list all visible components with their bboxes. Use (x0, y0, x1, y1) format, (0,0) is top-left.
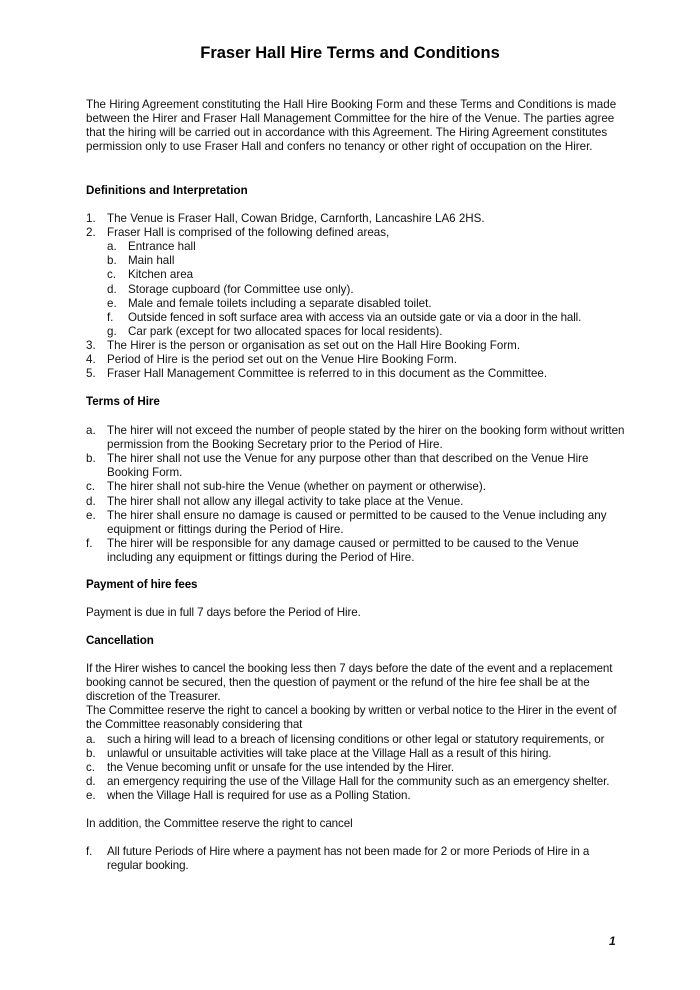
list-text: The hirer will be responsible for any damage caused or permitted to be caused to the Venue including any equipment or fittings during the Period of Hire. (107, 536, 579, 564)
list-text: such a hiring will lead to a breach of licensing conditions or other legal or statutory requirements, or (107, 732, 605, 746)
list-marker: 4. (86, 353, 96, 367)
term-item (86, 537, 626, 565)
cancellation-paragraph: The Committee reserve the right to cancel a booking by written or verbal notice to the Hirer in the event of the Committee reasonably considering that (86, 704, 617, 732)
list-marker: 2. (86, 226, 96, 240)
terms-heading: Terms of Hire (86, 395, 160, 408)
list-text: All future Periods of Hire where a payment has not been made for 2 or more Periods of Hire in a regular booking. (107, 845, 590, 873)
page-number: 1 (609, 934, 616, 948)
list-text: Main hall (128, 254, 175, 268)
list-text: Period of Hire is the period set out on the Venue Hire Booking Form. (107, 353, 457, 367)
list-marker: a. (86, 732, 96, 746)
intro-paragraph: The Hiring Agreement constituting the Hall Hire Booking Form and these Terms and Conditions is made between the Hirer and Fraser Hall Management Committee for the hire of the Venue. The parties agree that the hiring will be carried out in accordance with this Agreement. The Hiring Agreement constitutes permission only to use Fraser Hall and confers no tenancy or other right of occupation on the Hirer. (86, 98, 617, 154)
area-item (86, 311, 626, 325)
list-marker: b. (86, 746, 96, 760)
cancellation-paragraph: If the Hirer wishes to cancel the booking less then 7 days before the date of the event and a replacement booking cannot be secured, then the question of payment or the refund of the hire fee shall be at the discretion of the Treasurer. (86, 662, 613, 704)
payment-text: Payment is due in full 7 days before the Period of Hire. (86, 606, 361, 620)
term-item (86, 452, 626, 480)
list-text: unlawful or unsuitable activities will take place at the Village Hall as a result of this hiring. (107, 746, 552, 760)
list-marker: c. (107, 268, 117, 282)
list-text: Storage cupboard (for Committee use only). (128, 282, 354, 296)
definition-item (86, 367, 626, 381)
list-text: The Venue is Fraser Hall, Cowan Bridge, Carnforth, Lancashire LA6 2HS. (107, 212, 485, 226)
list-text: The hirer shall not allow any illegal activity to take place at the Venue. (107, 494, 464, 508)
list-text: The hirer shall not sub-hire the Venue (whether on payment or otherwise). (107, 480, 486, 494)
area-item (86, 297, 626, 311)
definitions-heading: Definitions and Interpretation (86, 184, 248, 197)
cancellation-section (86, 634, 626, 873)
list-marker: f. (86, 845, 93, 859)
cancellation-reason (86, 761, 626, 775)
intro-section (86, 98, 626, 154)
list-marker: e. (107, 296, 117, 310)
list-text: The hirer will not exceed the number of people stated by the hirer on the booking form without written permission from the Booking Secretary prior to the Period of Hire. (107, 424, 625, 452)
list-text: Male and female toilets including a separate disabled toilet. (128, 296, 432, 310)
list-text: Fraser Hall is comprised of the following defined areas, (107, 226, 390, 240)
cancellation-reason (86, 747, 626, 761)
payment-heading: Payment of hire fees (86, 578, 198, 591)
area-item (86, 254, 626, 268)
list-marker: c. (86, 760, 95, 774)
list-marker: 3. (86, 338, 96, 352)
definition-item (86, 339, 626, 353)
term-item (86, 509, 626, 537)
area-item (86, 325, 626, 339)
list-text: Fraser Hall Management Committee is referred to in this document as the Committee. (107, 367, 548, 381)
list-marker: g. (107, 324, 117, 338)
payment-section (86, 578, 626, 620)
list-text: Outside fenced in soft surface area with access via an outside gate or via a door in the hall. (128, 310, 582, 324)
list-marker: b. (86, 452, 96, 466)
list-text: an emergency requiring the use of the Village Hall for the community such as an emergency shelter. (107, 774, 610, 788)
cancellation-reason (86, 789, 626, 803)
list-marker: d. (107, 282, 117, 296)
definition-item (86, 226, 626, 240)
area-item (86, 268, 626, 282)
term-item (86, 424, 626, 452)
list-marker: b. (107, 254, 117, 268)
list-text: Kitchen area (128, 268, 194, 282)
list-text: The hirer shall not use the Venue for any purpose other than that described on the Venue Hire Booking Form. (107, 452, 589, 480)
list-marker: a. (107, 240, 117, 254)
list-marker: 5. (86, 367, 96, 381)
cancellation-reason (86, 733, 626, 747)
document-title: Fraser Hall Hire Terms and Conditions (200, 44, 500, 62)
definitions-section (86, 184, 626, 381)
list-marker: a. (86, 424, 96, 438)
list-marker: d. (86, 494, 96, 508)
list-marker: e. (86, 508, 96, 522)
list-marker: f. (86, 536, 93, 550)
term-item (86, 495, 626, 509)
definition-item (86, 212, 626, 226)
list-text: Entrance hall (128, 240, 196, 254)
cancellation-reason (86, 775, 626, 789)
list-marker: f. (107, 310, 114, 324)
list-marker: 1. (86, 212, 96, 226)
list-marker: e. (86, 788, 96, 802)
cancellation-addition: In addition, the Committee reserve the right to cancel (86, 817, 353, 831)
term-item (86, 480, 626, 494)
cancellation-heading: Cancellation (86, 634, 154, 647)
list-text: the Venue becoming unfit or unsafe for the use intended by the Hirer. (107, 760, 454, 774)
terms-section (86, 395, 626, 565)
list-marker: d. (86, 774, 96, 788)
cancellation-reason (86, 845, 626, 873)
list-text: Car park (except for two allocated spaces for local residents). (128, 324, 443, 338)
list-marker: c. (86, 480, 96, 494)
list-text: The hirer shall ensure no damage is caused or permitted to be caused to the Venue including any equipment or fittings during the Period of Hire. (107, 508, 607, 536)
list-text: when the Village Hall is required for use as a Polling Station. (107, 788, 411, 802)
area-item (86, 240, 626, 254)
definition-item (86, 353, 626, 367)
list-text: The Hirer is the person or organisation as set out on the Hall Hire Booking Form. (107, 338, 521, 352)
area-item (86, 283, 626, 297)
